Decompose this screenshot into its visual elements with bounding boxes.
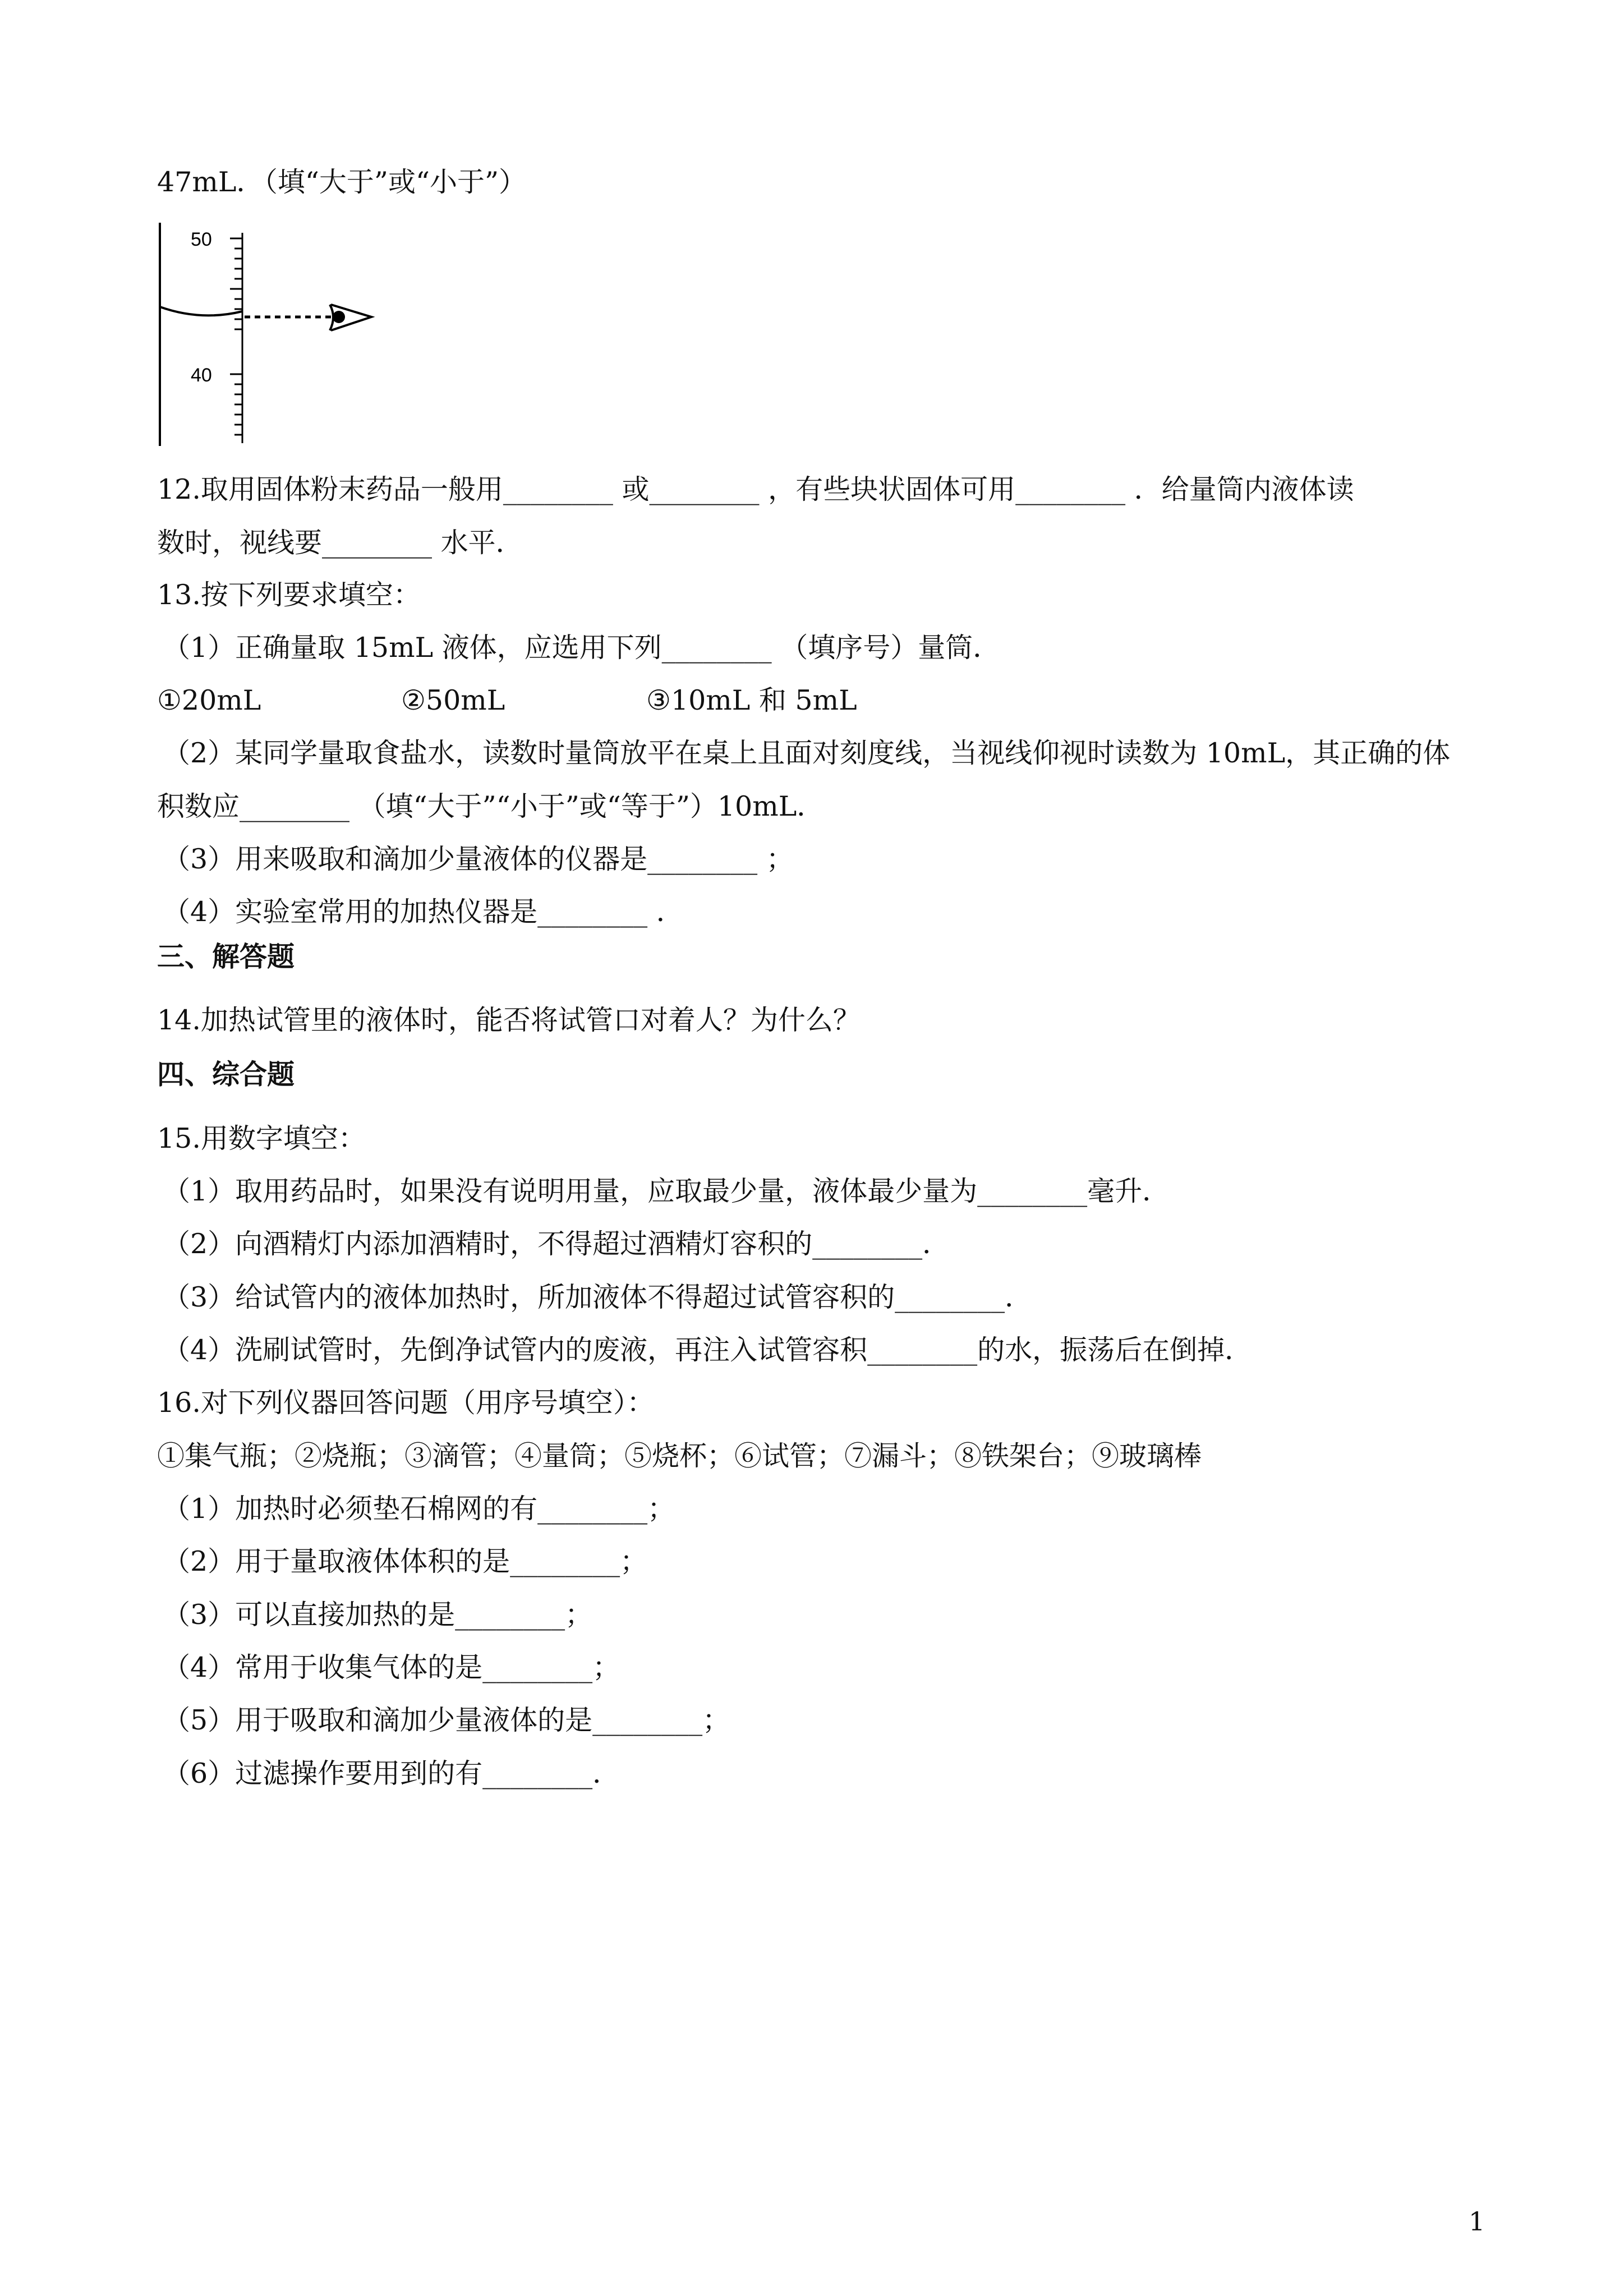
question-12-line-2: 数时，视线要________ 水平． bbox=[157, 527, 523, 559]
tick-label-upper: 50 bbox=[191, 229, 212, 250]
question-15-part-3: （3）给试管内的液体加热时，所加液体不得超过试管容积的________． bbox=[163, 1281, 1033, 1313]
question-16-part-3: （3）可以直接加热的是________； bbox=[163, 1599, 593, 1631]
question-13-part-2b: 积数应________ （填“大于”“小于”或“等于”）10mL． bbox=[157, 790, 825, 822]
question-16-part-5: （5）用于吸取和滴加少量液体的是________； bbox=[163, 1704, 730, 1736]
question-16-title: 16.对下列仪器回答问题（用序号填空）： bbox=[157, 1387, 655, 1419]
eye-icon bbox=[330, 305, 371, 330]
question-13-part-1: （1）正确量取 15mL 液体，应选用下列________ （填序号）量筒． bbox=[163, 632, 1001, 664]
tick-label-lower: 40 bbox=[191, 365, 212, 386]
question-15-title: 15.用数字填空： bbox=[157, 1122, 366, 1154]
question-15-part-4: （4）洗刷试管时，先倒净试管内的废液，再注入试管容积________的水，振荡后在倒掉． bbox=[163, 1334, 1253, 1366]
question-13-option-3: ③10mL 和 5mL bbox=[646, 684, 857, 716]
question-12-line-1: 12.取用固体粉末药品一般用________ 或________ ，有些块状固体可用________ ．给量筒内液体读 bbox=[157, 473, 1354, 505]
question-13-part-4: （4）实验室常用的加热仪器是________ ． bbox=[163, 896, 684, 928]
section-heading-3: 三、解答题 bbox=[157, 941, 295, 973]
question-16-part-6: （6）过滤操作要用到的有________． bbox=[163, 1757, 620, 1789]
question-16-part-4: （4）常用于收集气体的是________； bbox=[163, 1651, 620, 1683]
question-13-option-1: ①20mL bbox=[157, 684, 261, 716]
question-15-part-2: （2）向酒精灯内添加酒精时，不得超过酒精灯容积的________． bbox=[163, 1228, 950, 1260]
section-heading-4: 四、综合题 bbox=[157, 1059, 295, 1091]
page-number: 1 bbox=[1469, 2206, 1485, 2237]
question-16-part-2: （2）用于量取液体体积的是________； bbox=[163, 1545, 648, 1577]
question-13-title: 13.按下列要求填空： bbox=[157, 579, 421, 611]
graduated-cylinder-figure bbox=[151, 222, 387, 452]
question-16-part-1: （1）加热时必须垫石棉网的有________； bbox=[163, 1493, 675, 1525]
question-13-option-2: ②50mL bbox=[401, 684, 505, 716]
question-13-part-2a: （2）某同学量取食盐水，读数时量筒放平在桌上且面对刻度线，当视线仰视时读数为 10mL，其正确的体 bbox=[163, 737, 1451, 769]
question-15-part-1: （1）取用药品时，如果没有说明用量，应取最少量，液体最少量为________毫升． bbox=[163, 1175, 1170, 1207]
question-16-instrument-list: ①集气瓶；②烧瓶；③滴管；④量筒；⑤烧杯；⑥试管；⑦漏斗；⑧铁架台；⑨玻璃棒 bbox=[157, 1440, 1202, 1472]
question-14: 14.加热试管里的液体时，能否将试管口对着人？为什么？ bbox=[157, 1004, 861, 1036]
question-11-tail: 47mL．（填“大于”或“小于”） bbox=[157, 166, 527, 198]
meniscus-curve bbox=[160, 307, 242, 315]
question-13-part-3: （3）用来吸取和滴加少量液体的仪器是________ ； bbox=[163, 843, 794, 875]
